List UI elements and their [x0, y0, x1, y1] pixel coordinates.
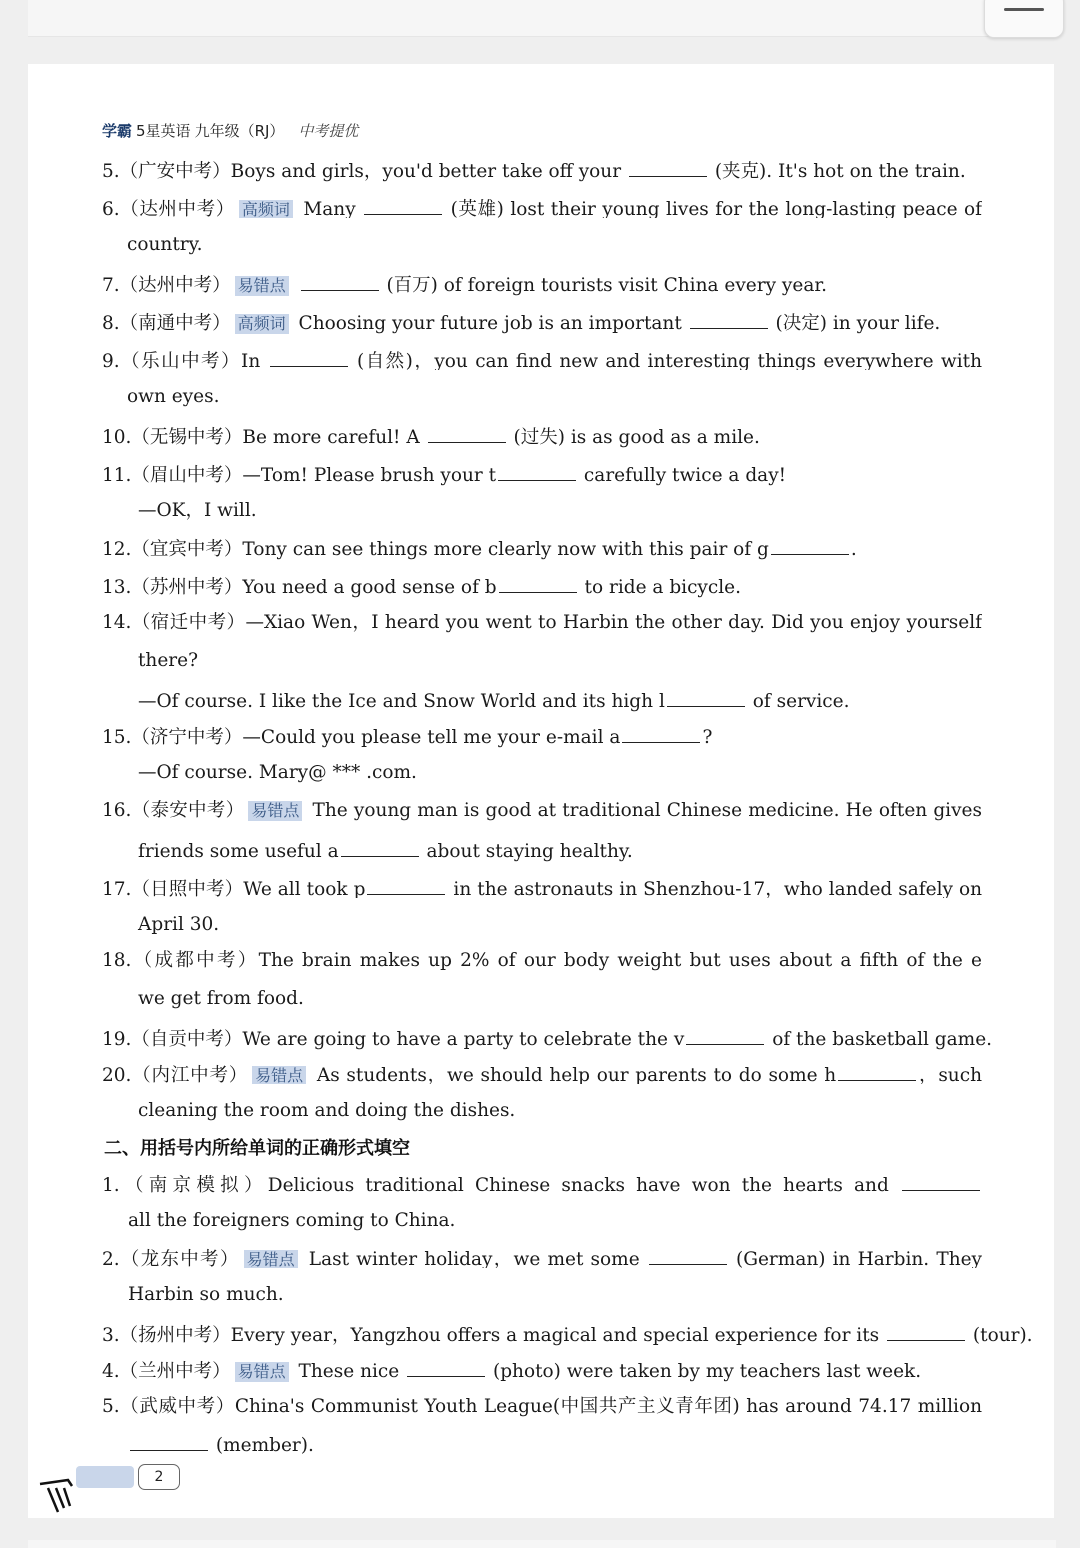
- difficulty-tag: 高频词: [239, 200, 293, 218]
- viewer-bottom-bar: [28, 1540, 1056, 1548]
- question-line: 9.（乐山中考）In (自然)，you can find new and interesting things everywhere with: [102, 348, 982, 370]
- question-line: country.: [127, 234, 203, 255]
- answer-blank[interactable]: [270, 348, 348, 367]
- question-line: 3.（扬州中考）Every year，Yangzhou offers a magical and special experience for its (tour).: [102, 1322, 1033, 1347]
- question-line: 16.（泰安中考） 易错点 The young man is good at traditional Chinese medicine. He often gives: [102, 800, 982, 821]
- answer-blank[interactable]: [498, 462, 576, 481]
- question-line: April 30.: [138, 914, 220, 935]
- question-line: 19.（自贡中考）We are going to have a party to celebrate the v of the basketball game.: [102, 1026, 992, 1051]
- answer-blank[interactable]: [499, 574, 577, 593]
- difficulty-tag: 易错点: [248, 801, 302, 821]
- question-line: 15.（济宁中考）—Could you please tell me your e-mail a ?: [102, 724, 712, 749]
- question-line: all the foreigners coming to China.: [128, 1210, 456, 1231]
- answer-blank[interactable]: [649, 1246, 727, 1265]
- header-subtitle: 中考提优: [298, 122, 359, 140]
- book-logo: 学霸: [102, 122, 133, 140]
- answer-blank[interactable]: [130, 1432, 208, 1451]
- question-line: 5.（广安中考）Boys and girls，you'd better take off your (夹克). It's hot on the train.: [102, 158, 966, 183]
- question-line: 8.（南通中考） 高频词 Choosing your future job is an important (决定) in your life.: [102, 310, 940, 335]
- question-line: we get from food.: [138, 988, 304, 1009]
- answer-blank[interactable]: [367, 876, 445, 895]
- answer-blank[interactable]: [887, 1322, 965, 1341]
- answer-blank[interactable]: [629, 158, 707, 177]
- question-line: 17.（日照中考）We all took p in the astronauts in Shenzhou-17，who landed safely on: [102, 876, 982, 898]
- question-line: 11.（眉山中考）—Tom! Please brush your t carefully twice a day!: [102, 462, 786, 487]
- difficulty-tag: 高频词: [235, 314, 289, 334]
- question-line: (member).: [128, 1432, 314, 1457]
- question-line: own eyes.: [127, 386, 220, 407]
- document-page: [28, 64, 1054, 1518]
- footer-tab: [76, 1466, 134, 1488]
- question-line: 18.（成都中考）The brain makes up 2% of our body weight but uses about a fifth of the e: [102, 950, 982, 972]
- difficulty-tag: 易错点: [235, 1362, 289, 1382]
- question-line: Harbin so much.: [128, 1284, 284, 1305]
- question-line: 1.（南京模拟）Delicious traditional Chinese snacks have won the hearts and: [102, 1172, 982, 1194]
- page-header: [102, 120, 358, 141]
- page-number: 2: [138, 1464, 180, 1490]
- question-line: —Of course. Mary@ *** .com.: [138, 762, 417, 783]
- answer-blank[interactable]: [622, 724, 700, 743]
- answer-blank[interactable]: [301, 272, 379, 291]
- question-line: 13.（苏州中考）You need a good sense of b to ride a bicycle.: [102, 574, 741, 599]
- question-line: —OK，I will.: [138, 500, 257, 521]
- answer-blank[interactable]: [341, 838, 419, 857]
- question-line: 7.（达州中考） 易错点 (百万) of foreign tourists visit China every year.: [102, 272, 827, 297]
- difficulty-tag: 易错点: [244, 1250, 298, 1268]
- answer-blank[interactable]: [686, 1026, 764, 1045]
- answer-blank[interactable]: [364, 196, 442, 215]
- question-line: 12.（宜宾中考）Tony can see things more clearly now with this pair of g .: [102, 536, 857, 561]
- publisher-logo: [38, 1478, 78, 1514]
- question-line: 20.（内江中考） 易错点 As students，we should help our parents to do some h ，such: [102, 1062, 982, 1084]
- difficulty-tag: 易错点: [252, 1066, 306, 1084]
- answer-blank[interactable]: [838, 1062, 916, 1081]
- question-line: cleaning the room and doing the dishes.: [138, 1100, 516, 1121]
- answer-blank[interactable]: [428, 424, 506, 443]
- question-line: 10.（无锡中考）Be more careful! A (过失) is as good as a mile.: [102, 424, 760, 449]
- series-label: 5星英语: [136, 122, 191, 140]
- question-line: friends some useful a about staying healthy.: [138, 838, 633, 863]
- answer-blank[interactable]: [407, 1358, 485, 1377]
- question-line: 5.（武威中考）China's Communist Youth League(中国共产主义青年团) has around 74.17 million: [102, 1396, 982, 1417]
- question-line: 2.（龙东中考） 易错点 Last winter holiday，we met some (German) in Harbin. They: [102, 1246, 982, 1268]
- section-title: 二、用括号内所给单词的正确形式填空: [104, 1138, 410, 1159]
- answer-blank[interactable]: [771, 536, 849, 555]
- difficulty-tag: 易错点: [235, 276, 289, 296]
- question-line: 14.（宿迁中考）—Xiao Wen，I heard you went to Harbin the other day. Did you enjoy yourself: [102, 612, 982, 633]
- question-line: there?: [138, 650, 199, 671]
- question-line: —Of course. I like the Ice and Snow World and its high l of service.: [138, 688, 849, 713]
- grade-label: 九年级（RJ）: [194, 122, 285, 140]
- answer-blank[interactable]: [690, 310, 768, 329]
- question-line: 4.（兰州中考） 易错点 These nice (photo) were taken by my teachers last week.: [102, 1358, 921, 1383]
- question-line: 6.（达州中考） 高频词 Many (英雄) lost their young lives for the long-lasting peace of: [102, 196, 982, 218]
- menu-icon: [1004, 8, 1044, 11]
- viewer-top-bar: [28, 0, 1056, 37]
- menu-button[interactable]: [984, 0, 1064, 38]
- answer-blank[interactable]: [902, 1172, 980, 1191]
- answer-blank[interactable]: [667, 688, 745, 707]
